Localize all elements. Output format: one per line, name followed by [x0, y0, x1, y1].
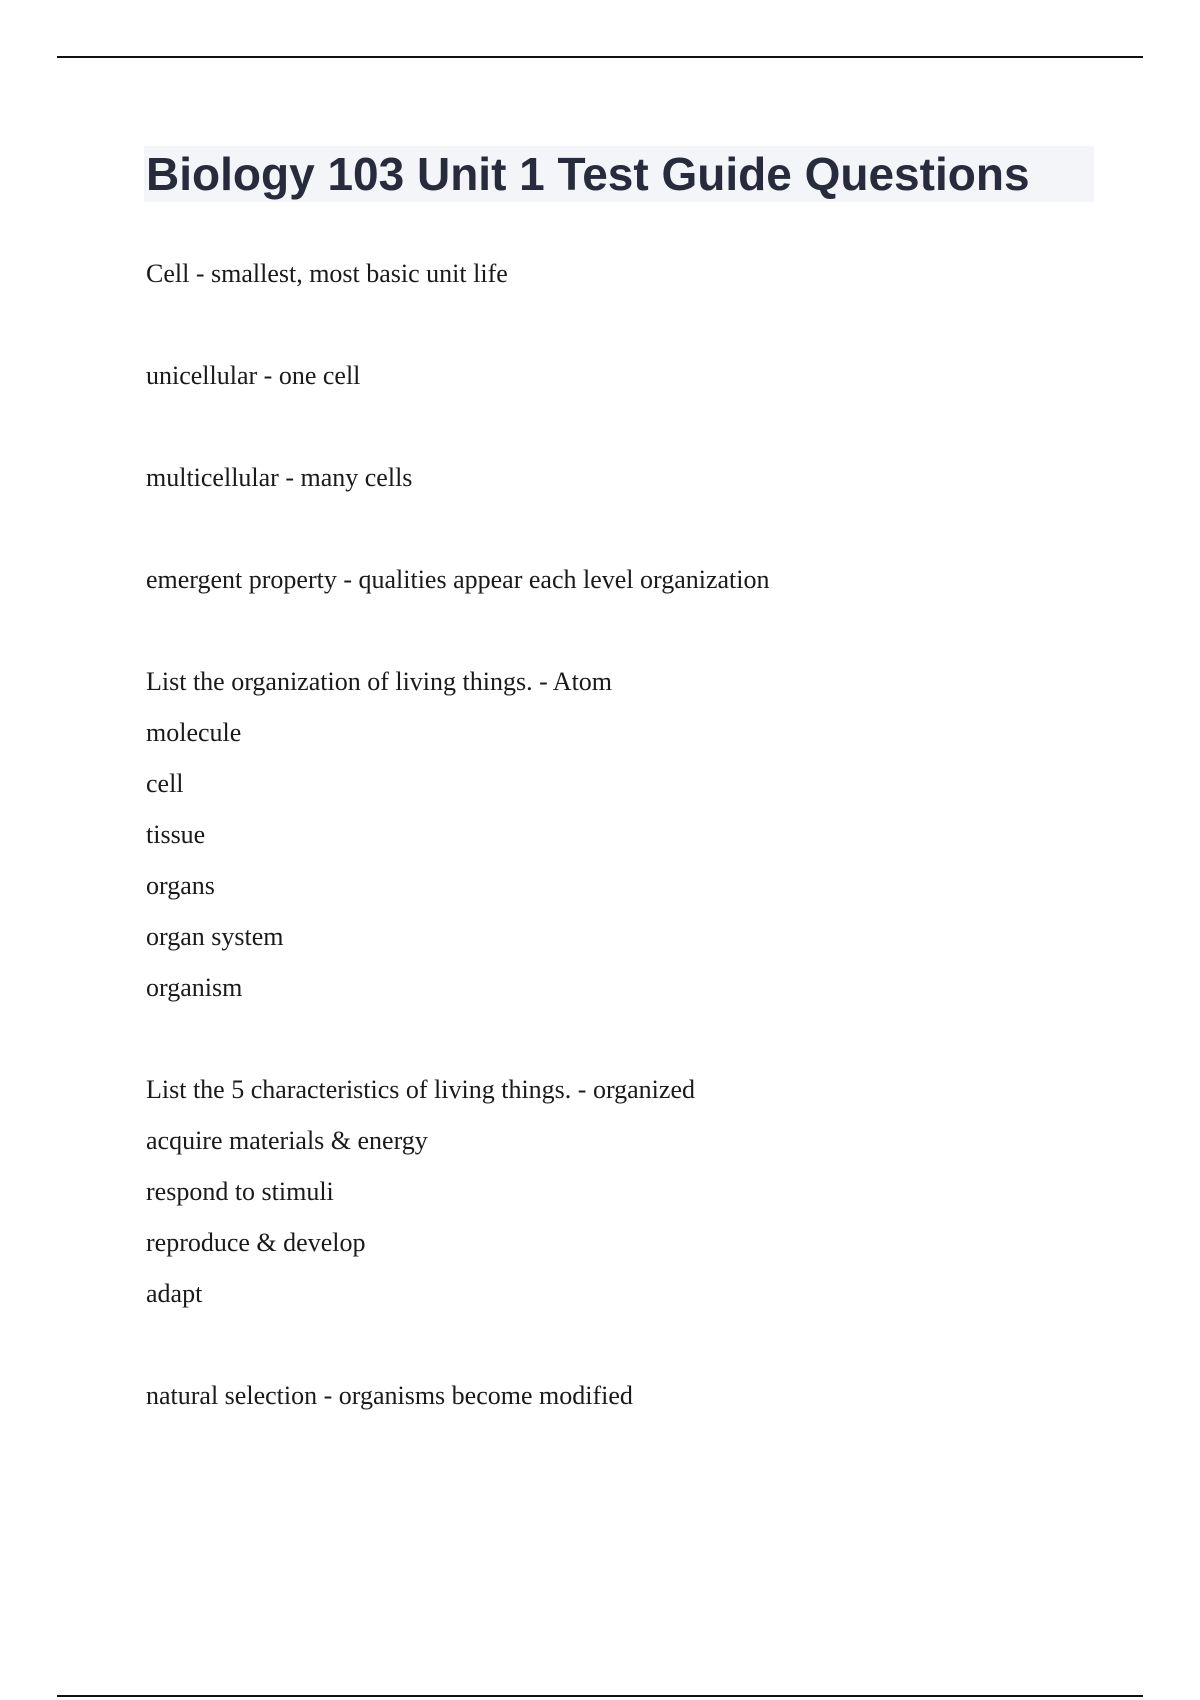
entry-line: natural selection - organisms become modified [146, 1381, 633, 1410]
entry-natural-selection [146, 1370, 1126, 1421]
entry-line: emergent property - qualities appear each level organization [146, 565, 770, 594]
entry-line: multicellular - many cells [146, 463, 413, 492]
entry-line: reproduce & develop [146, 1228, 366, 1257]
top-rule [57, 56, 1143, 58]
entry-line: cell [146, 769, 184, 798]
entry-line: unicellular - one cell [146, 361, 361, 390]
entry-line: respond to stimuli [146, 1177, 334, 1206]
entry-line: adapt [146, 1279, 203, 1308]
entry-unicellular [146, 350, 1126, 401]
entry-emergent-property [146, 554, 1126, 605]
entry-characteristics-of-living-things [146, 1064, 1126, 1319]
entry-line: List the 5 characteristics of living things. - organized [146, 1075, 695, 1104]
entry-list [146, 248, 1126, 1472]
entry-line: organism [146, 973, 243, 1002]
bottom-rule [57, 1695, 1143, 1697]
entry-line: Cell - smallest, most basic unit life [146, 259, 508, 288]
entry-organization-of-living-things [146, 656, 1126, 1013]
entry-line: tissue [146, 820, 206, 849]
entry-multicellular [146, 452, 1126, 503]
entry-line: molecule [146, 718, 242, 747]
page-title: Biology 103 Unit 1 Test Guide Questions [146, 148, 1030, 200]
entry-line: organs [146, 871, 215, 900]
entry-line: List the organization of living things. - Atom [146, 667, 613, 696]
entry-line: organ system [146, 922, 284, 951]
entry-cell [146, 248, 1126, 299]
entry-line: acquire materials & energy [146, 1126, 428, 1155]
